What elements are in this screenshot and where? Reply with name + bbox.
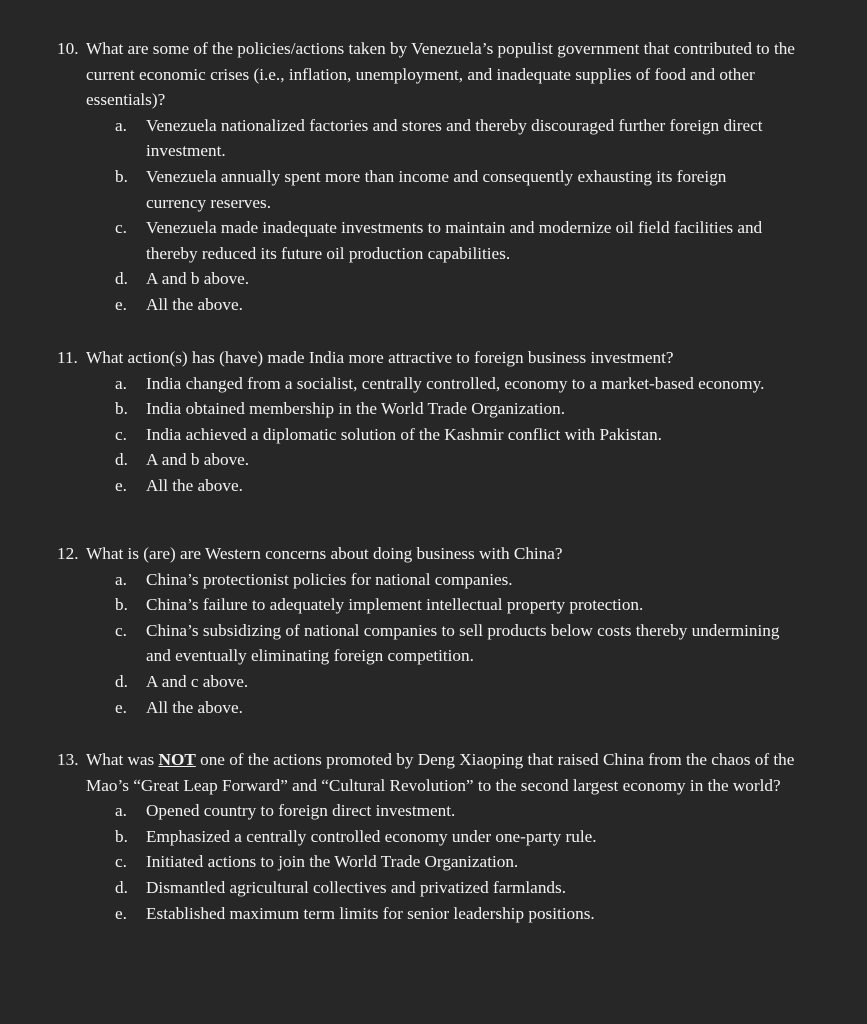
option-item: [0, 371, 786, 397]
option-list: [0, 113, 867, 318]
question-text-after: one of the actions promoted by Deng Xiaoping that raised China from the chaos of the Mao’s “Great Leap Forward” and “Cultural Revolution” to the second largest economy in the world?: [86, 750, 795, 795]
option-text: India obtained membership in the World Trade Organization.: [146, 399, 565, 419]
option-letter: c.: [115, 218, 127, 238]
option-item: [0, 669, 786, 695]
option-text: India achieved a diplomatic solution of the Kashmir conflict with Pakistan.: [146, 424, 662, 444]
option-item: [0, 447, 786, 473]
option-letter: c.: [115, 852, 127, 872]
question-10: [0, 36, 867, 318]
option-letter: c.: [115, 424, 127, 444]
option-list: [0, 798, 867, 926]
option-item: [0, 292, 786, 318]
option-letter: a.: [115, 373, 127, 393]
option-letter: c.: [115, 620, 127, 640]
option-letter: e.: [115, 294, 127, 314]
option-item: [0, 266, 786, 292]
option-text: Venezuela annually spent more than income and consequently exhausting its foreign currency reserves.: [146, 166, 727, 212]
question-stem: [0, 36, 796, 113]
question-number: 11.: [57, 348, 78, 367]
option-text: Initiated actions to join the World Trade Organization.: [146, 852, 519, 872]
option-text: A and b above.: [146, 450, 250, 470]
option-letter: e.: [115, 475, 127, 495]
option-text: All the above.: [146, 697, 243, 717]
option-text: India changed from a socialist, centrally controlled, economy to a market-based economy.: [146, 373, 765, 393]
option-item: [0, 824, 786, 850]
option-letter: d.: [115, 877, 128, 897]
option-text: Emphasized a centrally controlled economy under one-party rule.: [146, 826, 597, 846]
option-item: [0, 901, 786, 927]
option-text: China’s subsidizing of national companies to sell products below costs thereby undermining and eventually eliminating foreign competition.: [146, 620, 780, 666]
question-12: [0, 541, 867, 720]
option-item: [0, 875, 786, 901]
question-stem: [0, 541, 796, 567]
question-11: [0, 345, 867, 499]
option-item: [0, 592, 786, 618]
option-letter: e.: [115, 903, 127, 923]
option-item: [0, 849, 786, 875]
question-number: 12.: [57, 544, 79, 563]
option-letter: a.: [115, 801, 127, 821]
question-text: What action(s) has (have) made India more attractive to foreign business investment?: [86, 348, 674, 367]
option-letter: a.: [115, 569, 127, 589]
option-letter: d.: [115, 671, 128, 691]
option-text: Venezuela made inadequate investments to maintain and modernize oil field facilities and thereby reduced its future oil production capabilities.: [146, 218, 763, 263]
option-text: China’s protectionist policies for national companies.: [146, 569, 513, 589]
option-item: [0, 798, 786, 824]
option-letter: e.: [115, 697, 127, 717]
option-text: All the above.: [146, 475, 243, 495]
option-letter: d.: [115, 269, 128, 289]
option-item: [0, 164, 786, 215]
option-item: [0, 618, 786, 669]
option-item: [0, 695, 786, 721]
question-13: [0, 747, 867, 926]
option-item: [0, 113, 786, 164]
option-text: Established maximum term limits for senior leadership positions.: [146, 903, 595, 923]
option-letter: d.: [115, 450, 128, 470]
question-text: What is (are) are Western concerns about doing business with China?: [86, 544, 563, 563]
option-item: [0, 473, 786, 499]
question-text-before: What was: [86, 750, 159, 769]
option-item: [0, 567, 786, 593]
question-number: 10.: [57, 39, 79, 58]
option-list: [0, 567, 867, 721]
question-text: What are some of the policies/actions taken by Venezuela’s populist government that contributed to the current economic crises (i.e., inflation, unemployment, and inadequate supplies of food and other essentials)?: [86, 39, 795, 110]
option-letter: b.: [115, 166, 128, 186]
option-item: [0, 215, 786, 266]
option-letter: b.: [115, 595, 128, 615]
option-text: Venezuela nationalized factories and stores and thereby discouraged further foreign direct investment.: [146, 115, 763, 161]
option-item: [0, 422, 786, 448]
option-item: [0, 396, 786, 422]
question-stem: [0, 747, 796, 798]
option-text: A and c above.: [146, 671, 249, 691]
option-text: A and b above.: [146, 269, 250, 289]
option-text: China’s failure to adequately implement intellectual property protection.: [146, 595, 644, 615]
option-letter: b.: [115, 399, 128, 419]
option-text: Opened country to foreign direct investment.: [146, 801, 456, 821]
option-letter: a.: [115, 115, 127, 135]
option-list: [0, 371, 867, 499]
option-text: Dismantled agricultural collectives and privatized farmlands.: [146, 877, 566, 897]
option-letter: b.: [115, 826, 128, 846]
question-number: 13.: [57, 750, 79, 769]
question-stem: [0, 345, 796, 371]
question-emphasis-not: NOT: [158, 750, 196, 769]
option-text: All the above.: [146, 294, 243, 314]
